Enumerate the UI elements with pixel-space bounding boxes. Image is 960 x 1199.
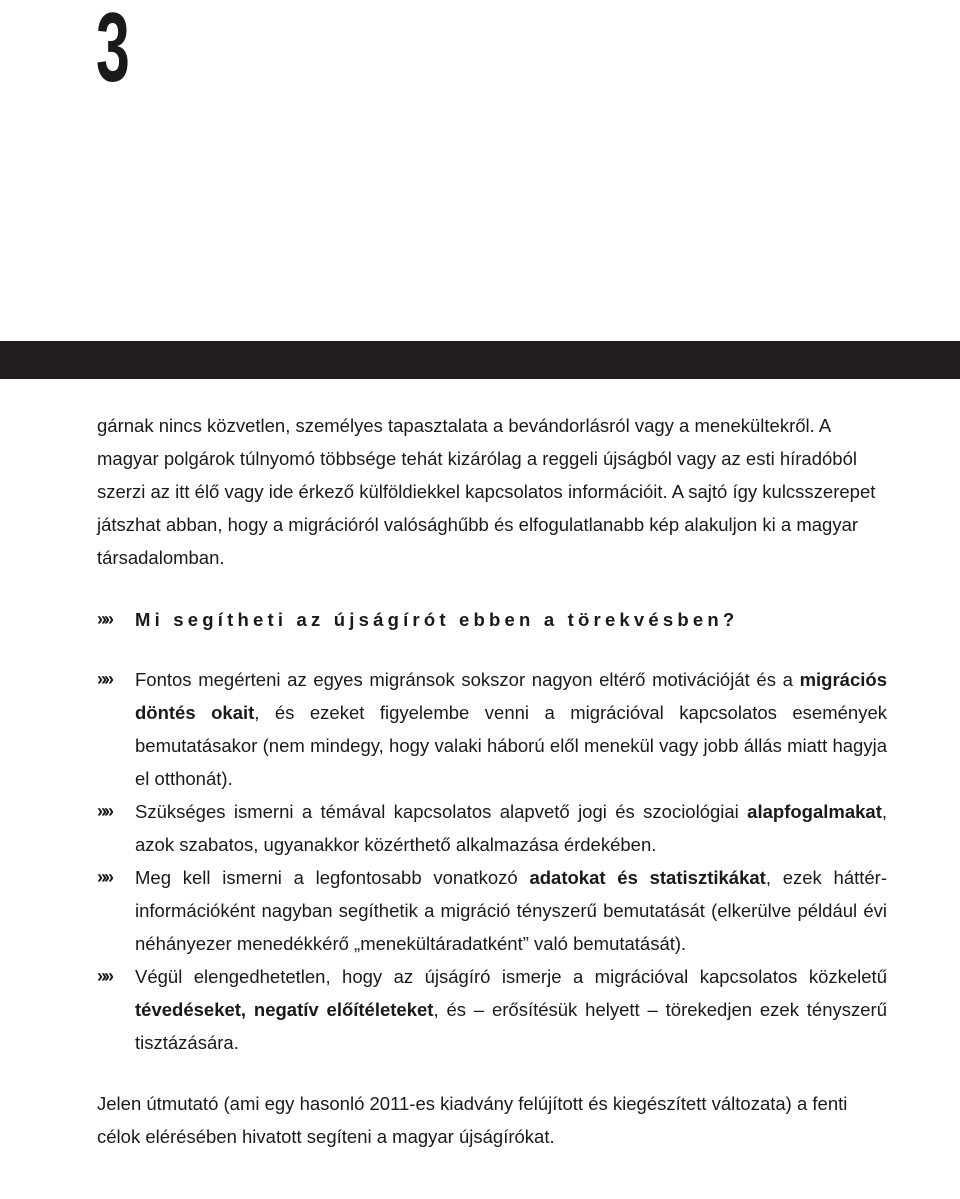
chevron-bullet-icon: »» [97, 867, 112, 887]
bullet-text-bold: tévedéseket, negatív előítéleteket [135, 999, 434, 1020]
section-heading [97, 603, 887, 636]
bullet-item-misconceptions [97, 960, 887, 1059]
closing-paragraph: Jelen útmutató (ami egy hasonló 2011-es kiadvány felújított és kiegészített változata) a fenti célok elérésében hivatott segíteni a magyar újságírókat. [97, 1093, 848, 1147]
bullet-text-post: , és ezeket figyelembe venni a migrációval kapcsolatos események bemutatásakor (nem mindegy, hogy valaki háború elől menekül vagy jobb állás miatt hagyja el otthonát). [135, 702, 887, 789]
chevron-bullet-icon: »» [97, 966, 112, 986]
bullet-text-pre: Fontos megérteni az egyes migránsok sokszor nagyon eltérő motivációját és a [135, 669, 800, 690]
intro-paragraph: gárnak nincs közvetlen, személyes tapasztalata a bevándorlásról vagy a menekültekről. A magyar polgárok túlnyomó többsége tehát kizárólag a reggeli újságból vagy az esti híradóból szerzi az itt élő vagy ide érkező külföldiekkel kapcsolatos információit. A sajtó így kulcsszerepet játszhat abban, hogy a migrációról valósághűbb és elfogulatlanabb kép alakuljon ki a magyar társadalomban. [97, 415, 876, 568]
bullet-text-post: , azok szabatos, ugyanakkor közérthető alkalmazása érdekében. [135, 801, 887, 855]
header-band [0, 341, 960, 379]
bullet-list [97, 663, 887, 1059]
bullet-text-pre: Végül elengedhetetlen, hogy az újságíró ismerje a migrációval kapcsolatos közkeletű [135, 966, 887, 987]
bullet-text-bold: migrációs döntés okait [135, 669, 887, 723]
bullet-text-bold: adatokat és statisztikákat [529, 867, 766, 888]
bullet-text-pre: Szükséges ismerni a témával kapcsolatos alapvető jogi és szociológiai [135, 801, 748, 822]
bullet-text-bold: alapfogalmakat [747, 801, 882, 822]
bullet-text-pre: Meg kell ismerni a legfontosabb vonatkozó [135, 867, 530, 888]
bullet-item-motivations [97, 663, 887, 795]
page-content [97, 409, 887, 1153]
page-number: 3 [96, 0, 129, 102]
bullet-item-statistics [97, 861, 887, 960]
section-heading-text: Mi segítheti az újságírót ebben a törekvésben? [135, 609, 739, 630]
bullet-item-concepts [97, 795, 887, 861]
bullet-text-post: , ezek háttér-információként nagyban segíthetik a migráció tényszerű bemutatását (elkerülve például évi néhányezer menedékkérő „menekültáradatként” való bemutatását). [135, 867, 887, 954]
chevron-bullet-icon: »» [97, 609, 112, 629]
chevron-bullet-icon: »» [97, 801, 112, 821]
bullet-text-post: , és – erősítésük helyett – törekedjen ezek tényszerű tisztázására. [135, 999, 887, 1053]
chevron-bullet-icon: »» [97, 669, 112, 689]
